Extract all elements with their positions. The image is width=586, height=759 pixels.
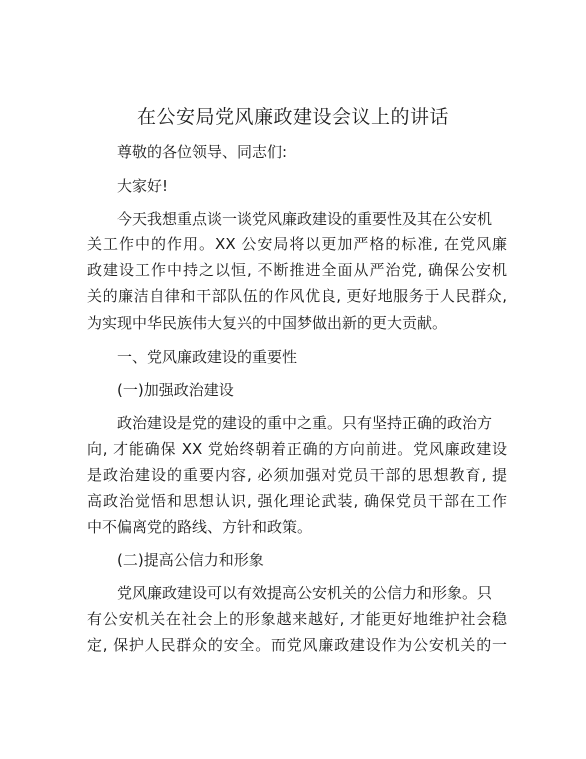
subsection-1-heading: (一)加强政治建设 — [117, 381, 234, 399]
greeting: 大家好! — [117, 177, 169, 195]
sub2-line-1: 党风廉政建设可以有效提高公安机关的公信力和形象。只 — [117, 584, 493, 602]
sub1-line-1: 政治建设是党的建设的重中之重。只有坚持正确的政治方 — [117, 414, 493, 432]
intro-line-5: 为实现中华民族伟大复兴的中国梦做出新的更大贡献。 — [87, 314, 448, 332]
sub1-line-4: 高政治觉悟和思想认识, 强化理论武装, 确保党员干部在工作 — [87, 492, 507, 510]
intro-line-4: 关的廉洁自律和干部队伍的作风优良, 更好地服务于人民群众, — [87, 287, 507, 305]
sub1-line-3: 是政治建设的重要内容, 必须加强对党员干部的思想教育, 提 — [87, 466, 507, 484]
intro-line-3: 政建设工作中持之以恒, 不断推进全面从严治党, 确保公安机 — [87, 261, 507, 279]
sub2-line-2: 有公安机关在社会上的形象越来越好, 才能更好地维护社会稳 — [87, 610, 507, 628]
intro-line-1: 今天我想重点谈一谈党风廉政建设的重要性及其在公安机 — [117, 210, 493, 228]
sub2-line-3: 定, 保护人民群众的安全。而党风廉政建设作为公安机关的一 — [87, 636, 507, 654]
sub1-line-2: 向, 才能确保 XX 党始终朝着正确的方向前进。党风廉政建设 — [87, 440, 507, 458]
section-1-heading: 一、党风廉政建设的重要性 — [117, 348, 298, 366]
document-title: 在公安局党风廉政建设会议上的讲话 — [136, 106, 449, 128]
intro-line-2: 关工作中的作用。XX 公安局将以更加严格的标准, 在党风廉 — [87, 235, 507, 253]
sub1-line-5: 中不偏离党的路线、方针和政策。 — [87, 518, 313, 536]
subsection-2-heading: (二)提高公信力和形象 — [117, 551, 264, 569]
salutation: 尊敬的各位领导、同志们: — [117, 143, 288, 161]
